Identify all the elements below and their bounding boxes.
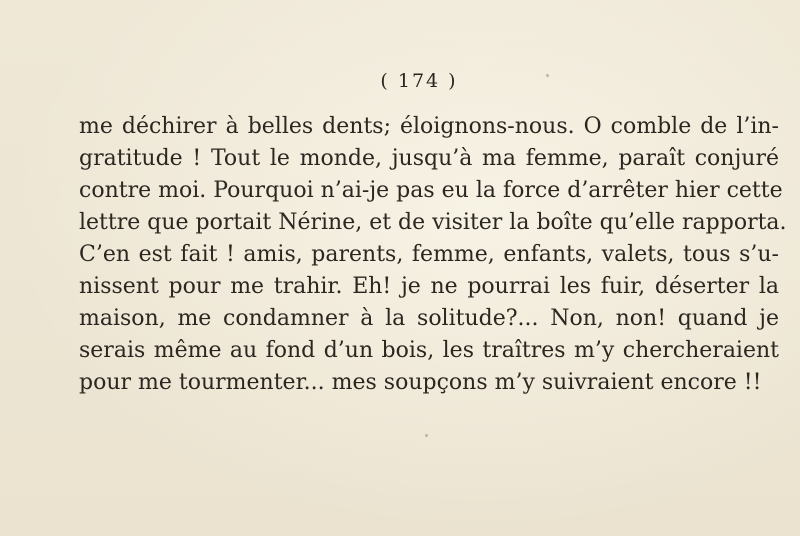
text-line-6: nissent pour me trahir. Eh! je ne pourrai les fuir, déserter la <box>79 274 779 299</box>
paper-speck <box>425 434 428 437</box>
text-line-9: pour me tourmenter... mes soupçons m’y suivraient encore !! <box>79 370 762 395</box>
text-line-5: C’en est fait ! amis, parents, femme, enfants, valets, tous s’u- <box>79 242 779 267</box>
text-line-7: maison, me condamner à la solitude?... Non, non! quand je <box>79 306 779 331</box>
text-line-3: contre moi. Pourquoi n’ai-je pas eu la force d’arrêter hier cette <box>79 178 783 203</box>
page-number: ( 174 ) <box>380 70 458 92</box>
text-line-2: gratitude ! Tout le monde, jusqu’à ma femme, paraît conjuré <box>79 146 779 171</box>
paper-speck <box>546 74 549 77</box>
text-line-1: me déchirer à belles dents; éloignons-nous. O comble de l’in- <box>79 114 779 139</box>
text-line-4: lettre que portait Nérine, et de visiter la boîte qu’elle rapporta. <box>79 210 787 235</box>
text-line-8: serais même au fond d’un bois, les traîtres m’y chercheraient <box>79 338 779 363</box>
